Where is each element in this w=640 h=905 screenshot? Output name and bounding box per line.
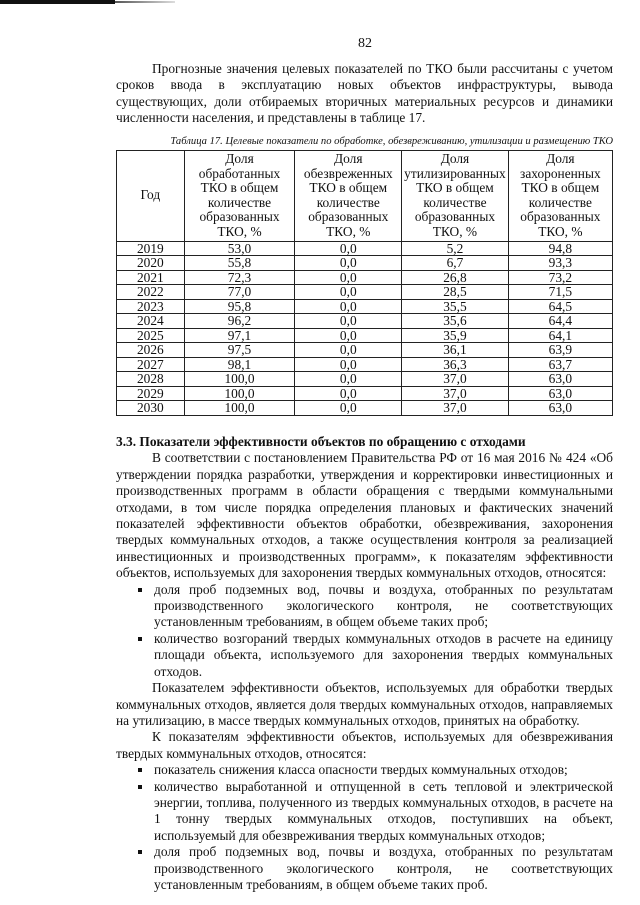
cell-buried: 63,0 [508, 401, 612, 416]
cell-utilized: 26,8 [402, 270, 509, 285]
table-row [117, 270, 613, 285]
cell-buried: 94,8 [508, 241, 612, 256]
cell-processed: 77,0 [184, 285, 295, 300]
cell-year: 2024 [117, 314, 185, 329]
table-row [117, 241, 613, 256]
cell-utilized: 35,5 [402, 299, 509, 314]
list-item: доля проб подземных вод, почвы и воздуха, отобранных по результатам производственного экологического контроля, не соответствующих установленным требованиям, в общем объеме таких проб; [154, 581, 613, 630]
cell-buried: 73,2 [508, 270, 612, 285]
table-row [117, 256, 613, 271]
table-row [117, 401, 613, 416]
cell-utilized: 37,0 [402, 386, 509, 401]
intro-block [116, 61, 613, 127]
section-block [116, 434, 613, 893]
cell-year: 2019 [117, 241, 185, 256]
cell-year: 2021 [117, 270, 185, 285]
cell-neutralized: 0,0 [295, 314, 402, 329]
cell-utilized: 5,2 [402, 241, 509, 256]
cell-utilized: 36,3 [402, 357, 509, 372]
cell-utilized: 37,0 [402, 372, 509, 387]
cell-processed: 55,8 [184, 256, 295, 271]
cell-utilized: 28,5 [402, 285, 509, 300]
cell-year: 2022 [117, 285, 185, 300]
cell-neutralized: 0,0 [295, 299, 402, 314]
table-row [117, 314, 613, 329]
table-row [117, 299, 613, 314]
table-row [117, 357, 613, 372]
table-row [117, 386, 613, 401]
scan-artifact [0, 0, 115, 4]
table-row [117, 328, 613, 343]
scan-artifact-fade [115, 1, 175, 3]
cell-buried: 63,0 [508, 386, 612, 401]
neutralization-indicators-list [116, 762, 613, 893]
targets-table [116, 150, 613, 416]
cell-buried: 63,9 [508, 343, 612, 358]
cell-utilized: 6,7 [402, 256, 509, 271]
list-item: доля проб подземных вод, почвы и воздуха, отобранных по результатам производственного экологического контроля, не соответствующих установленным требованиям, в общем объеме таких проб. [154, 844, 613, 892]
paragraph: В соответствии с постановлением Правительства РФ от 16 мая 2016 № 424 «Об утверждении порядка разработки, утверждения и корректировки инвестиционных и производственных программ в области обращения с твердыми коммунальными отходами, в том числе порядка определения плановых и фактических значений показателей эффективности объектов обработки, обезвреживания, захоронения твердых коммунальных отходов, а также осуществления контроля за реализацией инвестиционных и производственных программ», к показателям эффективности объектов, используемых для захоронения твердых коммунальных отходов, относятся: [116, 450, 613, 581]
page-number: 82 [358, 36, 372, 51]
cell-year: 2026 [117, 343, 185, 358]
header-neutralized: Доля обезвреженных ТКО в общем количестве образованных ТКО, % [295, 151, 402, 242]
intro-paragraph: Прогнозные значения целевых показателей по ТКО были рассчитаны с учетом сроков ввода в эксплуатацию новых объектов инфраструктуры, вывода существующих, доли отбираемых вторичных материальных ресурсов и динамики численности населения, и представлены в таблице 17. [116, 61, 613, 126]
cell-processed: 53,0 [184, 241, 295, 256]
cell-buried: 71,5 [508, 285, 612, 300]
cell-neutralized: 0,0 [295, 386, 402, 401]
list-item: количество возгораний твердых коммунальных отходов в расчете на единицу площади объекта, используемого для захоронения твердых коммунальных отходов. [154, 630, 613, 679]
cell-neutralized: 0,0 [295, 401, 402, 416]
paragraph: Показателем эффективности объектов, используемых для обработки твердых коммунальных отходов, является доля твердых коммунальных отходов, направляемых на утилизацию, в массе твердых коммунальных отходов, принятых на обработку. [116, 680, 613, 728]
header-processed: Доля обработанных ТКО в общем количестве образованных ТКО, % [184, 151, 295, 242]
cell-processed: 100,0 [184, 386, 295, 401]
cell-year: 2030 [117, 401, 185, 416]
cell-utilized: 36,1 [402, 343, 509, 358]
cell-neutralized: 0,0 [295, 328, 402, 343]
cell-year: 2029 [117, 386, 185, 401]
cell-year: 2023 [117, 299, 185, 314]
table-caption: Таблица 17. Целевые показатели по обработке, обезвреживанию, утилизации и размещению ТКО [170, 136, 613, 147]
cell-buried: 63,7 [508, 357, 612, 372]
cell-buried: 93,3 [508, 256, 612, 271]
header-utilized: Доля утилизированных ТКО в общем количестве образованных ТКО, % [402, 151, 509, 242]
cell-buried: 63,0 [508, 372, 612, 387]
paragraph: К показателям эффективности объектов, используемых для обезвреживания твердых коммунальных отходов, относятся: [116, 729, 613, 761]
landfill-indicators-list [116, 582, 613, 680]
cell-utilized: 35,9 [402, 328, 509, 343]
section-heading: 3.3. Показатели эффективности объектов по обращению с отходами [116, 434, 526, 449]
cell-processed: 97,1 [184, 328, 295, 343]
header-buried: Доля захороненных ТКО в общем количестве образованных ТКО, % [508, 151, 612, 242]
cell-utilized: 35,6 [402, 314, 509, 329]
cell-buried: 64,5 [508, 299, 612, 314]
cell-neutralized: 0,0 [295, 241, 402, 256]
table-header-row [117, 151, 613, 242]
table-row [117, 372, 613, 387]
cell-year: 2020 [117, 256, 185, 271]
list-item: показатель снижения класса опасности твердых коммунальных отходов; [154, 762, 613, 778]
cell-neutralized: 0,0 [295, 285, 402, 300]
cell-processed: 96,2 [184, 314, 295, 329]
cell-buried: 64,1 [508, 328, 612, 343]
cell-processed: 100,0 [184, 372, 295, 387]
cell-utilized: 37,0 [402, 401, 509, 416]
cell-neutralized: 0,0 [295, 357, 402, 372]
cell-neutralized: 0,0 [295, 270, 402, 285]
cell-year: 2028 [117, 372, 185, 387]
cell-processed: 72,3 [184, 270, 295, 285]
list-item: количество выработанной и отпущенной в сеть тепловой и электрической энергии, топлива, полученного из твердых коммунальных отходов, в расчете на 1 тонну твердых коммунальных отходов, поступивших на объект, используемый для обезвреживания твердых коммунальных отходов; [154, 778, 613, 843]
table-row [117, 285, 613, 300]
cell-year: 2025 [117, 328, 185, 343]
cell-buried: 64,4 [508, 314, 612, 329]
table-row [117, 343, 613, 358]
header-year: Год [117, 151, 185, 242]
cell-year: 2027 [117, 357, 185, 372]
cell-processed: 100,0 [184, 401, 295, 416]
cell-neutralized: 0,0 [295, 372, 402, 387]
cell-processed: 98,1 [184, 357, 295, 372]
cell-processed: 97,5 [184, 343, 295, 358]
cell-neutralized: 0,0 [295, 343, 402, 358]
cell-neutralized: 0,0 [295, 256, 402, 271]
cell-processed: 95,8 [184, 299, 295, 314]
